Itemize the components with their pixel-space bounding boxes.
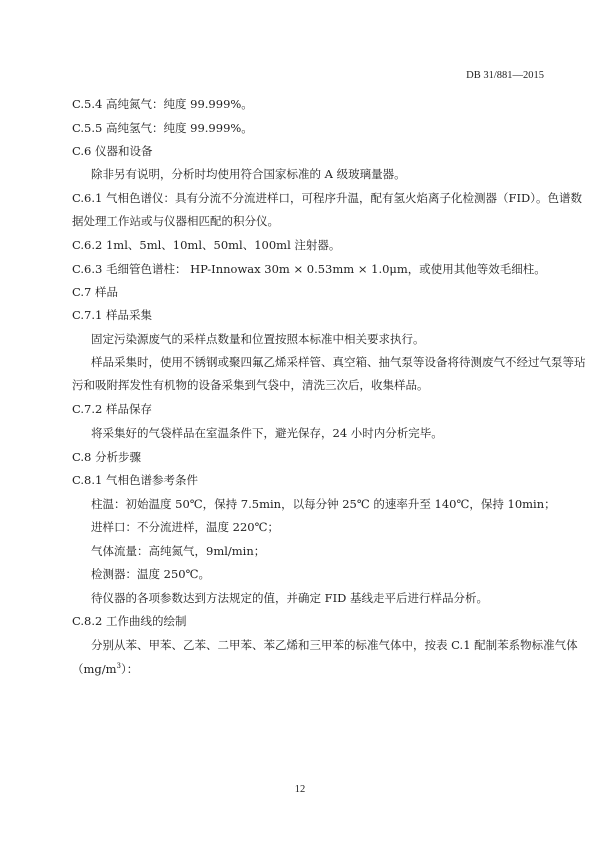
unit-text-end: ）： (121, 662, 139, 676)
paragraph-text-continued (72, 661, 550, 677)
condition-detector: 检测器：温度 250℃。 (91, 567, 210, 581)
subsection-heading-c-7-1: C.7.1 样品采集 (72, 308, 152, 322)
unit-superscript: 3 (116, 662, 122, 671)
clause-c-5-5: C.5.5 高纯氢气：纯度 99.999%。 (72, 121, 253, 135)
paragraph-text: 将采集好的气袋样品在室温条件下，避光保存，24 小时内分析完毕。 (91, 426, 443, 440)
standard-code: DB 31/881—2015 (466, 70, 544, 81)
subsection-heading-c-8-2: C.8.2 工作曲线的绘制 (72, 614, 187, 628)
clause-c-6-2: C.6.2 1ml、5ml、10ml、50ml、100ml 注射器。 (72, 238, 341, 252)
paragraph-text: 样品采集时，使用不锈钢或聚四氟乙烯采样管、真空箱、抽气泵等设备将待测废气不经过气泵等玷 (91, 355, 586, 369)
section-heading-c-7: C.7 样品 (72, 285, 119, 299)
paragraph-text: 除非另有说明，分析时均使用符合国家标准的 A 级玻璃量器。 (91, 167, 406, 181)
subsection-heading-c-7-2: C.7.2 样品保存 (72, 402, 152, 416)
paragraph-text-continued: 污和吸附挥发性有机物的设备采集到气袋中，清洗三次后，收集样品。 (72, 378, 429, 392)
clause-c-6-1-continued: 据处理工作站或与仪器相匹配的积分仪。 (72, 214, 279, 228)
paragraph-text: 固定污染源废气的采样点数量和位置按照本标准中相关要求执行。 (91, 332, 425, 346)
clause-c-5-4: C.5.4 高纯氮气：纯度 99.999%。 (72, 97, 253, 111)
page-number: 12 (294, 784, 306, 795)
paragraph-text: 待仪器的各项参数达到方法规定的值，并确定 FID 基线走平后进行样品分析。 (91, 591, 489, 605)
clause-c-6-3: C.6.3 毛细管色谱柱： HP-Innowax 30m × 0.53mm × 1.0μm，或使用其他等效毛细柱。 (72, 262, 546, 276)
condition-injection-port: 进样口：不分流进样，温度 220℃； (91, 520, 279, 534)
paragraph-text: 分别从苯、甲苯、乙苯、二甲苯、苯乙烯和三甲苯的标准气体中，按表 C.1 配制苯系物标准气体 (91, 638, 578, 652)
condition-gas-flow: 气体流量：高纯氮气，9ml/min； (91, 544, 266, 558)
section-heading-c-6: C.6 仪器和设备 (72, 144, 153, 158)
unit-text: （mg/m (72, 662, 117, 676)
clause-c-6-1: C.6.1 气相色谱仪：具有分流不分流进样口，可程序升温，配有氢火焰离子化检测器（FID）。色谱数 (72, 191, 582, 205)
condition-column-temperature: 柱温：初始温度 50℃，保持 7.5min，以每分钟 25℃ 的速率升至 140℃，保持 10min； (91, 497, 556, 511)
section-heading-c-8: C.8 分析步骤 (72, 450, 142, 464)
subsection-heading-c-8-1: C.8.1 气相色谱参考条件 (72, 473, 198, 487)
